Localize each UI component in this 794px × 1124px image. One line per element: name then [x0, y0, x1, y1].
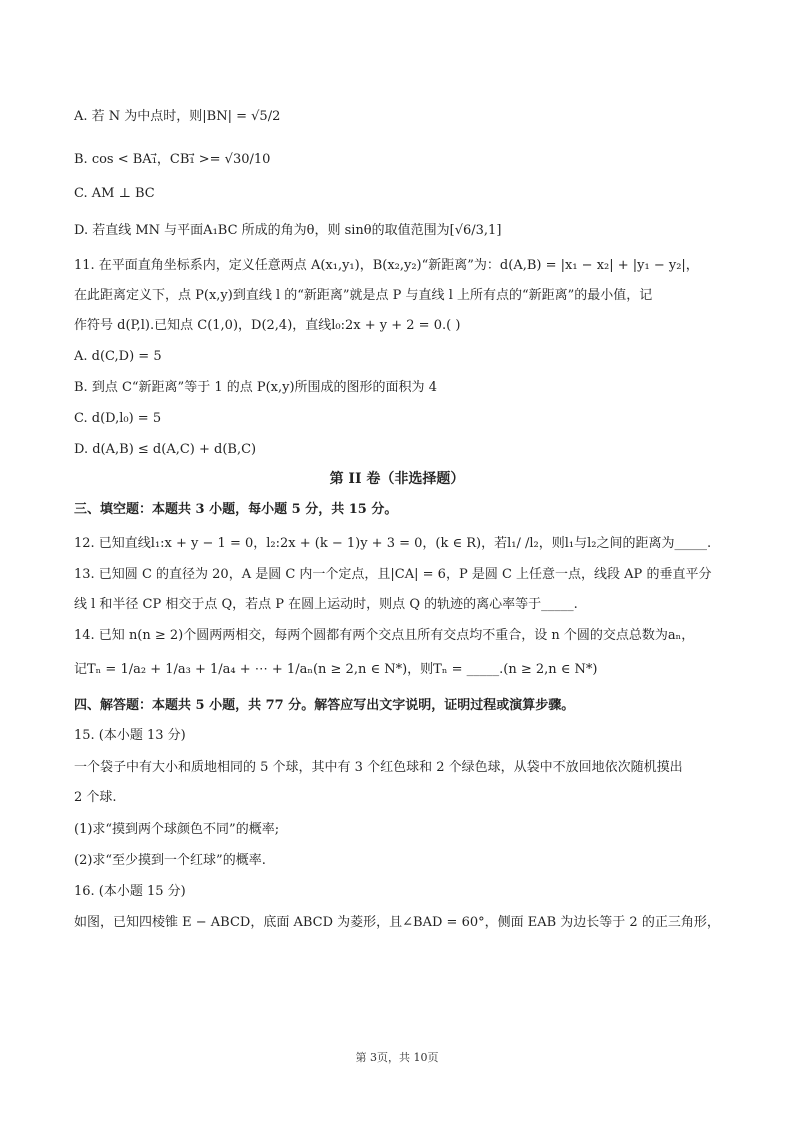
- question-15-title: 15. (本小题 13 分): [74, 728, 186, 743]
- question-15-line-2: 2 个球.: [74, 790, 117, 805]
- question-11-line-2: 在此距离定义下，点 P(x,y)到直线 l 的“新距离”就是点 P 与直线 l 上所有点的“新距离”的最小值，记: [74, 288, 653, 303]
- option-10b: B. cos < BA₁⃗，CB₁⃗ >= √30/10: [74, 152, 271, 167]
- question-12: 12. 已知直线l₁:x + y − 1 = 0，l₂:2x + (k − 1)y + 3 = 0，(k ∈ R)，若l₁/ /l₂，则l₁与l₂之间的距离为_____.: [74, 536, 712, 551]
- option-10a: A. 若 N 为中点时，则|BN| = √5/2: [74, 109, 281, 124]
- fill-in-heading: 三、填空题：本题共 3 小题，每小题 5 分，共 15 分。: [74, 502, 398, 517]
- option-11c: C. d(D,l₀) = 5: [74, 411, 162, 426]
- question-14-line-1: 14. 已知 n(n ≥ 2)个圆两两相交，每两个圆都有两个交点且所有交点均不重合，设 n 个圆的交点总数为aₙ，: [74, 628, 695, 643]
- option-10c: C. AM ⊥ BC: [74, 186, 155, 201]
- option-11b: B. 到点 C“新距离”等于 1 的点 P(x,y)所围成的图形的面积为 4: [74, 380, 437, 395]
- question-16-line-1: 如图，已知四棱锥 E − ABCD，底面 ABCD 为菱形，且∠BAD = 60°，侧面 EAB 为边长等于 2 的正三角形，: [74, 915, 720, 930]
- page-footer: 第 3页，共 10页: [355, 1051, 439, 1064]
- option-11a: A. d(C,D) = 5: [74, 349, 162, 364]
- question-15-part-2: (2)求“至少摸到一个红球”的概率.: [74, 853, 266, 868]
- option-10d: D. 若直线 MN 与平面A₁BC 所成的角为θ，则 sinθ的取值范围为[√6/3,1]: [74, 223, 502, 238]
- question-13-line-2: 线 l 和半径 CP 相交于点 Q，若点 P 在圆上运动时，则点 Q 的轨迹的离心率等于_____.: [74, 597, 578, 612]
- question-15-part-1: (1)求“摸到两个球颜色不同”的概率;: [74, 822, 280, 837]
- question-13-line-1: 13. 已知圆 C 的直径为 20，A 是圆 C 内一个定点，且|CA| = 6，P 是圆 C 上任意一点，线段 AP 的垂直平分: [74, 567, 712, 582]
- question-14-line-2: 记Tₙ = 1/a₂ + 1/a₃ + 1/a₄ + ⋯ + 1/aₙ(n ≥ 2,n ∈ N*)，则Tₙ = _____.(n ≥ 2,n ∈ N*): [74, 662, 598, 677]
- question-11-line-3: 作符号 d(P,l).已知点 C(1,0)，D(2,4)，直线l₀:2x + y + 2 = 0.( ): [74, 318, 461, 333]
- question-16-title: 16. (本小题 15 分): [74, 884, 186, 899]
- option-11d: D. d(A,B) ≤ d(A,C) + d(B,C): [74, 442, 257, 457]
- solution-heading: 四、解答题：本题共 5 小题，共 77 分。解答应写出文字说明，证明过程或演算步骤。: [74, 698, 575, 713]
- question-11-line-1: 11. 在平面直角坐标系内，定义任意两点 A(x₁,y₁)，B(x₂,y₂)“新距离”为：d(A,B) = |x₁ − x₂| + |y₁ − y₂|，: [74, 258, 699, 273]
- question-15-line-1: 一个袋子中有大小和质地相同的 5 个球，其中有 3 个红色球和 2 个绿色球，从袋中不放回地依次随机摸出: [74, 760, 683, 775]
- section-title: 第 II 卷（非选择题）: [329, 471, 465, 487]
